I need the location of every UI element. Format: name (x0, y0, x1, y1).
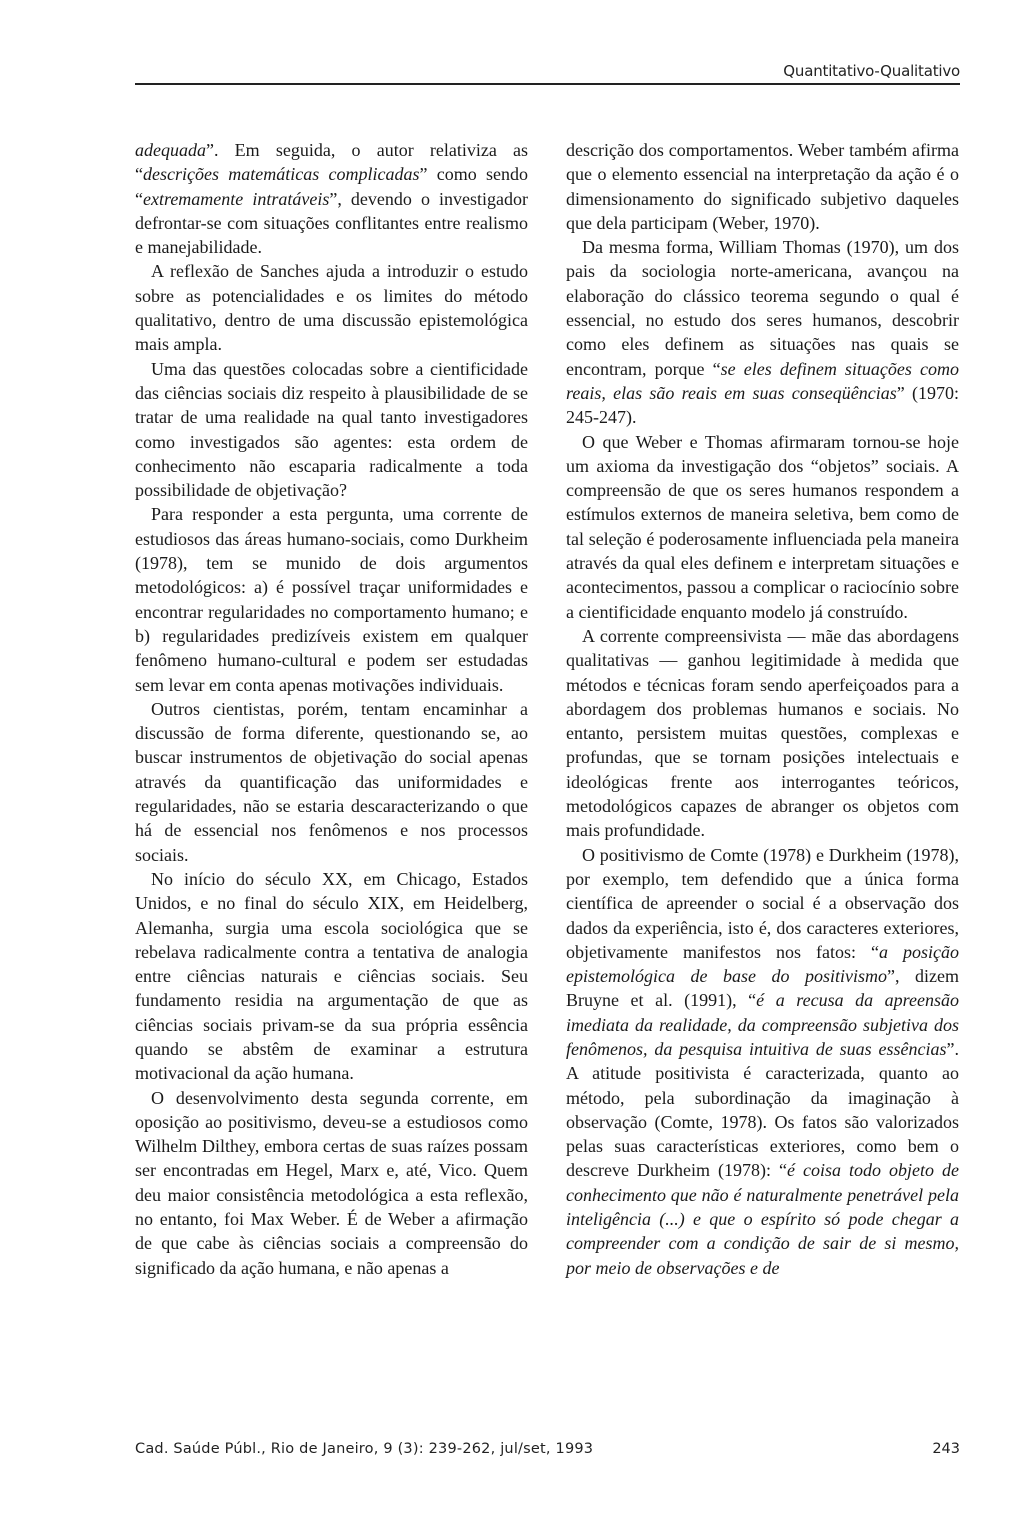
text-run: Da mesma forma, William Thomas (1970), um dos pais da sociologia norte-americana, avançou na elaboração do clássico teorema segundo o qual é essencial, no estudo dos seres humanos, descobrir como eles definem as situações nas quais se encontram, porque “ (566, 237, 959, 379)
paragraph: A reflexão de Sanches ajuda a introduzir o estudo sobre as potencialidades e os limites do método qualitativo, dentro de uma discussão epistemológica mais ampla. (135, 261, 528, 355)
paragraph: Uma das questões colocadas sobre a cientificidade das ciências sociais diz respeito à plausibilidade de se tratar de uma realidade na qual tanto investigadores como investigados são agentes: esta ordem de conhecimento não escaparia radicalmente a toda possibilidade de objetivação? (135, 358, 528, 501)
text-run: ” como sendo “ (135, 164, 528, 209)
italic-run: adequada (135, 140, 206, 160)
running-title: Quantitativo-Qualitativo (783, 62, 960, 80)
text-run: ”, dizem Bruyne et al. (1991), “ (566, 966, 959, 1011)
paragraph: O que Weber e Thomas afirmaram tornou-se hoje um axioma da investigação dos “objetos” sociais. A compreensão de que os seres humanos respondem a estímulos externos de maneira seletiva, bem como de tal seleção é poderosamente influenciada pela maneira através da qual eles definem e interpretam situações e acontecimentos, passou a complicar o raciocínio sobre a cientificidade enquanto modelo já construído. (566, 431, 959, 622)
paragraph: No início do século XX, em Chicago, Estados Unidos, e no final do século XIX, em Heidelberg, Alemanha, surgia uma escola sociológica que se rebelava radicalmente contra a tentativa de analogia entre ciências naturais e ciências sociais. Seu fundamento residia na argumentação de que as ciências sociais privam-se da sua própria essência quando se abstêm de examinar a estrutura motivacional da ação humana. (135, 868, 528, 1084)
paragraph (566, 235, 959, 429)
italic-run: se eles definem situações como reais, elas são reais em suas conseqüências (566, 358, 960, 403)
right-column (566, 138, 959, 1280)
paragraph: Outros cientistas, porém, tentam encaminhar a discussão de forma diferente, questionando se, ao buscar instrumentos de objetivação do social apenas através da quantificação das uniformidades e regularidades, não se estaria descaracterizando o que há de essencial nos fenômenos e nos processos sociais. (135, 698, 528, 865)
italic-run: é a recusa da apreensão imediata da realidade, da compreensão subjetiva dos fenômenos, da pesquisa intuitiva de suas essências (566, 990, 959, 1059)
paragraph (566, 843, 959, 1280)
paragraph (135, 138, 528, 259)
text-run: ”, devendo o investigador defrontar-se com situações conflitantes entre realismo e manejabilidade. (135, 188, 528, 258)
italic-run: a posição epistemológica de base do positivismo (566, 941, 959, 987)
page-number: 243 (932, 1441, 960, 1457)
italic-run: é coisa todo objeto de conhecimento que não é naturalmente penetrável pela inteligência (...) e que o espírito só pode chegar a compreender com a condição de sair de si mesmo, por meio de observações e de (566, 1160, 959, 1278)
left-column (135, 138, 528, 1280)
paragraph: Para responder a esta pergunta, uma corrente de estudiosos das áreas humano-sociais, como Durkheim (1978), tem se munido de dois argumentos metodológicos: a) é possível traçar uniformidades e encontrar regularidades no comportamento humano; e b) regularidades predizíveis existem em qualquer fenômeno humano-cultural e podem ser estudadas sem levar em conta apenas motivações individuais. (135, 504, 528, 695)
journal-citation: Cad. Saúde Públ., Rio de Janeiro, 9 (3): 239-262, jul/set, 1993 (135, 1441, 594, 1457)
text-run: O positivismo de Comte (1978) e Durkheim (1978), por exemplo, tem defendido que a única forma científica de apreender o social é a observação dos dados da experiência, isto é, dos caracteres exteriores, objetivamente manifestos nos fatos: “ (566, 844, 959, 962)
text-run: ”. A atitude positivista é caracterizada, quanto ao método, pela subordinação da imaginação à observação (Comte, 1978). Os fatos são valorizados pelas suas características exteriores, como bem o descreve Durkheim (1978): “ (566, 1038, 959, 1181)
header-rule (135, 83, 960, 85)
italic-run: descrições matemáticas complicadas (143, 164, 420, 185)
paragraph: O desenvolvimento desta segunda corrente, em oposição ao positivismo, deveu-se a estudiosos como Wilhelm Dilthey, embora certas de suas raízes possam ser encontradas em Hegel, Marx e, até, Vico. Quem deu maior consistência metodológica a esta reflexão, no entanto, foi Max Weber. É de Weber a afirmação de que cabe às ciências sociais a compreensão do significado da ação humana, e não apenas a (135, 1087, 528, 1278)
italic-run: extremamente intratáveis (143, 188, 330, 209)
text-run: ” (1970: 245-247). (566, 382, 960, 428)
paragraph: A corrente compreensivista — mãe das abordagens qualitativas — ganhou legitimidade à medida que métodos e técnicas foram sendo aperfeiçoados para a abordagem dos problemas humanos e sociais. No entanto, persistem muitas questões, complexas e profundas, que se tornam posições intelectuais e ideológicas frente aos interrogantes teóricos, metodológicos capazes de abranger os objetos com mais profundidade. (566, 625, 959, 841)
paragraph: descrição dos comportamentos. Weber também afirma que o elemento essencial na interpretação da ação é o dimensionamento do significado subjetivo daqueles que dela participam (Weber, 1970). (566, 140, 959, 233)
text-run: ”. Em seguida, o autor relativiza as “ (135, 140, 528, 185)
